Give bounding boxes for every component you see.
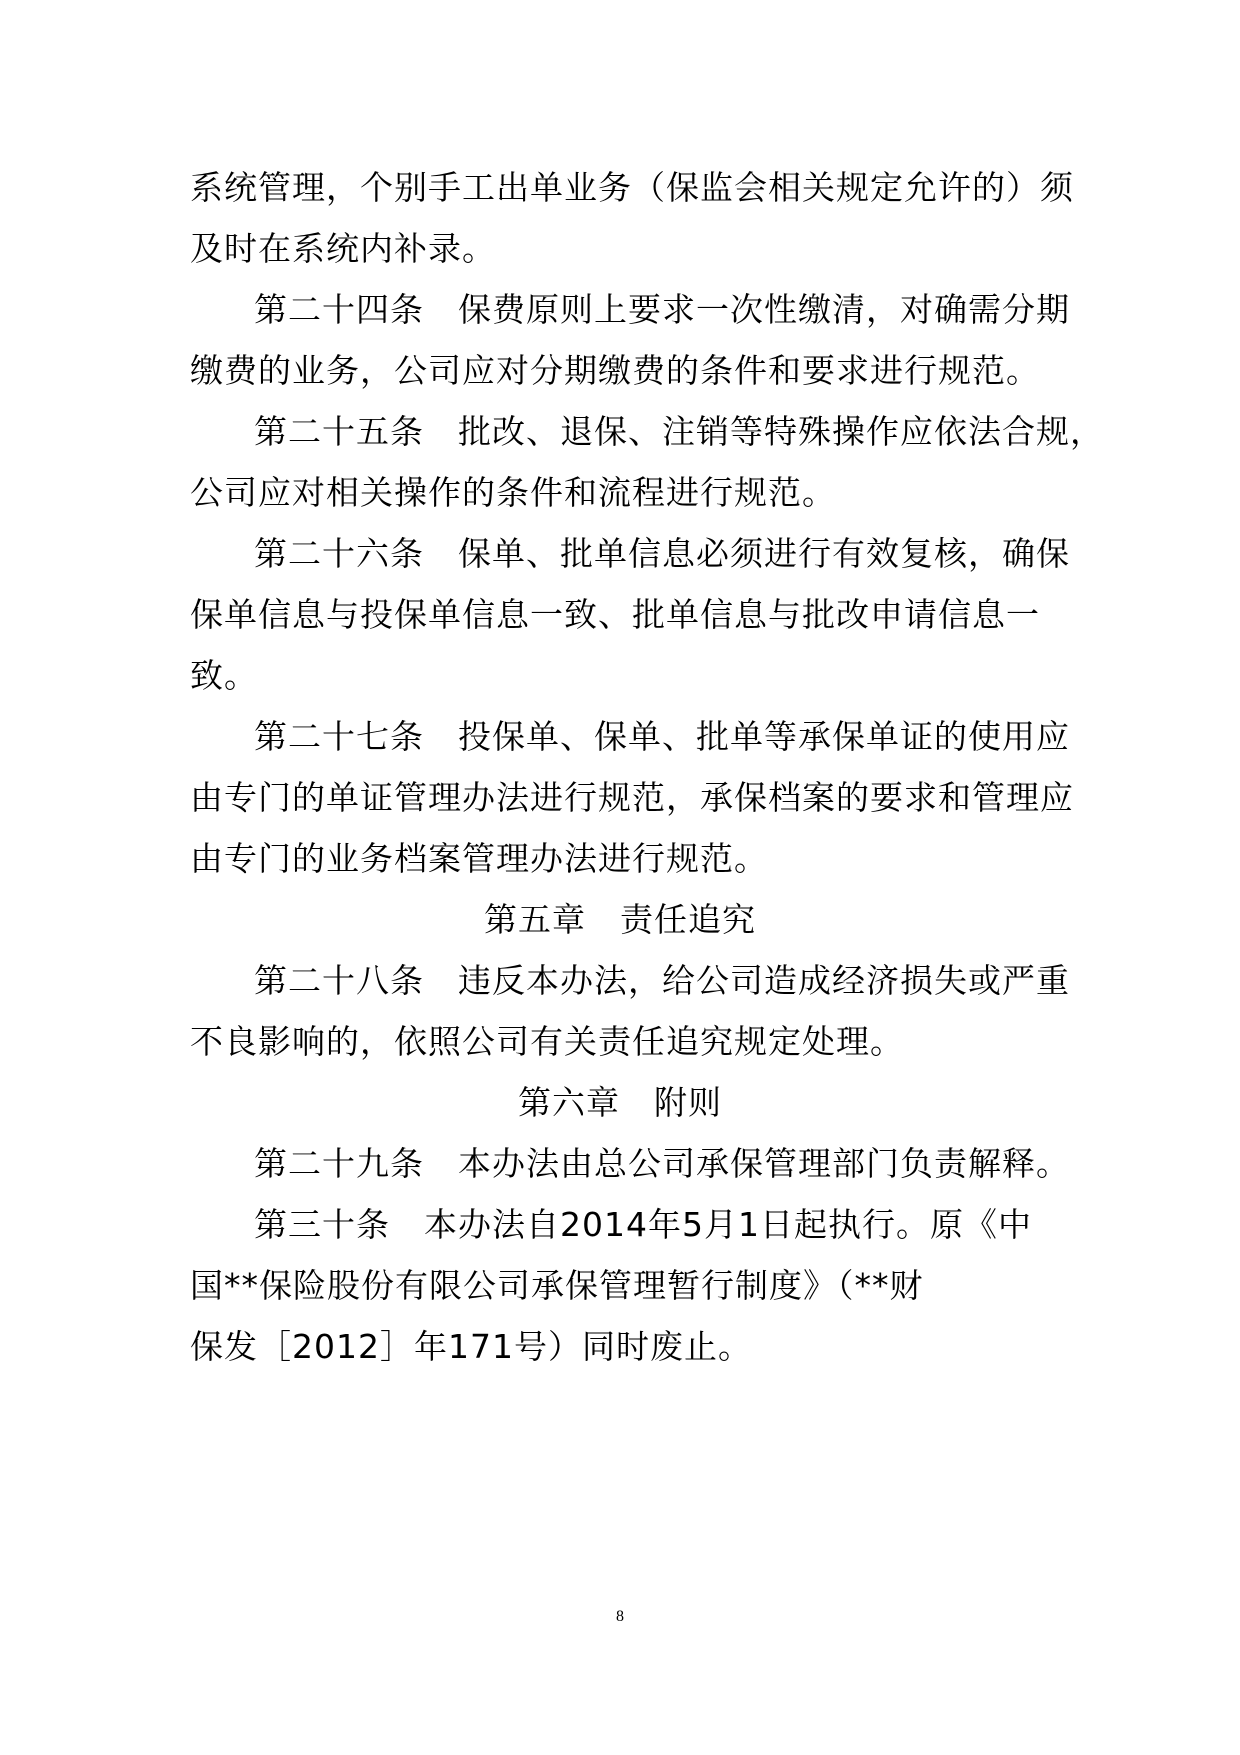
article-24-text: 第二十四条 保费原则上要求一次性缴清，对确需分期	[254, 290, 1070, 329]
body-text-line: 公司应对相关操作的条件和流程进行规范。	[190, 473, 836, 512]
body-text-line: 保单信息与投保单信息一致、批单信息与批改申请信息一	[190, 595, 1040, 634]
article-30-text: 第三十条 本办法自2014年5月1日起执行。原《中	[254, 1205, 1032, 1244]
chapter-5-heading: 第五章 责任追究	[484, 900, 756, 939]
body-text-line: 致。	[190, 656, 258, 695]
body-text-line: 不良影响的，依照公司有关责任追究规定处理。	[190, 1022, 904, 1061]
body-text-line: 及时在系统内补录。	[190, 229, 496, 268]
article-26-text: 第二十六条 保单、批单信息必须进行有效复核，确保	[254, 534, 1070, 573]
chapter-6-heading: 第六章 附则	[518, 1083, 722, 1122]
article-29-text: 第二十九条 本办法由总公司承保管理部门负责解释。	[254, 1144, 1070, 1183]
article-28-text: 第二十八条 违反本办法，给公司造成经济损失或严重	[254, 961, 1070, 1000]
body-text-line: 由专门的业务档案管理办法进行规范。	[190, 839, 768, 878]
body-text-line: 缴费的业务，公司应对分期缴费的条件和要求进行规范。	[190, 351, 1040, 390]
body-text-line: 国**保险股份有限公司承保管理暂行制度》（**财	[190, 1266, 924, 1305]
body-text-line: 保发［2012］年171号）同时废止。	[190, 1327, 752, 1366]
article-25-text: 第二十五条 批改、退保、注销等特殊操作应依法合规，	[254, 412, 1104, 451]
article-27-text: 第二十七条 投保单、保单、批单等承保单证的使用应	[254, 717, 1070, 756]
page-number: 8	[616, 1608, 624, 1625]
body-text-line: 由专门的单证管理办法进行规范，承保档案的要求和管理应	[190, 778, 1074, 817]
body-text-line: 系统管理，个别手工出单业务（保监会相关规定允许的）须	[190, 168, 1074, 207]
